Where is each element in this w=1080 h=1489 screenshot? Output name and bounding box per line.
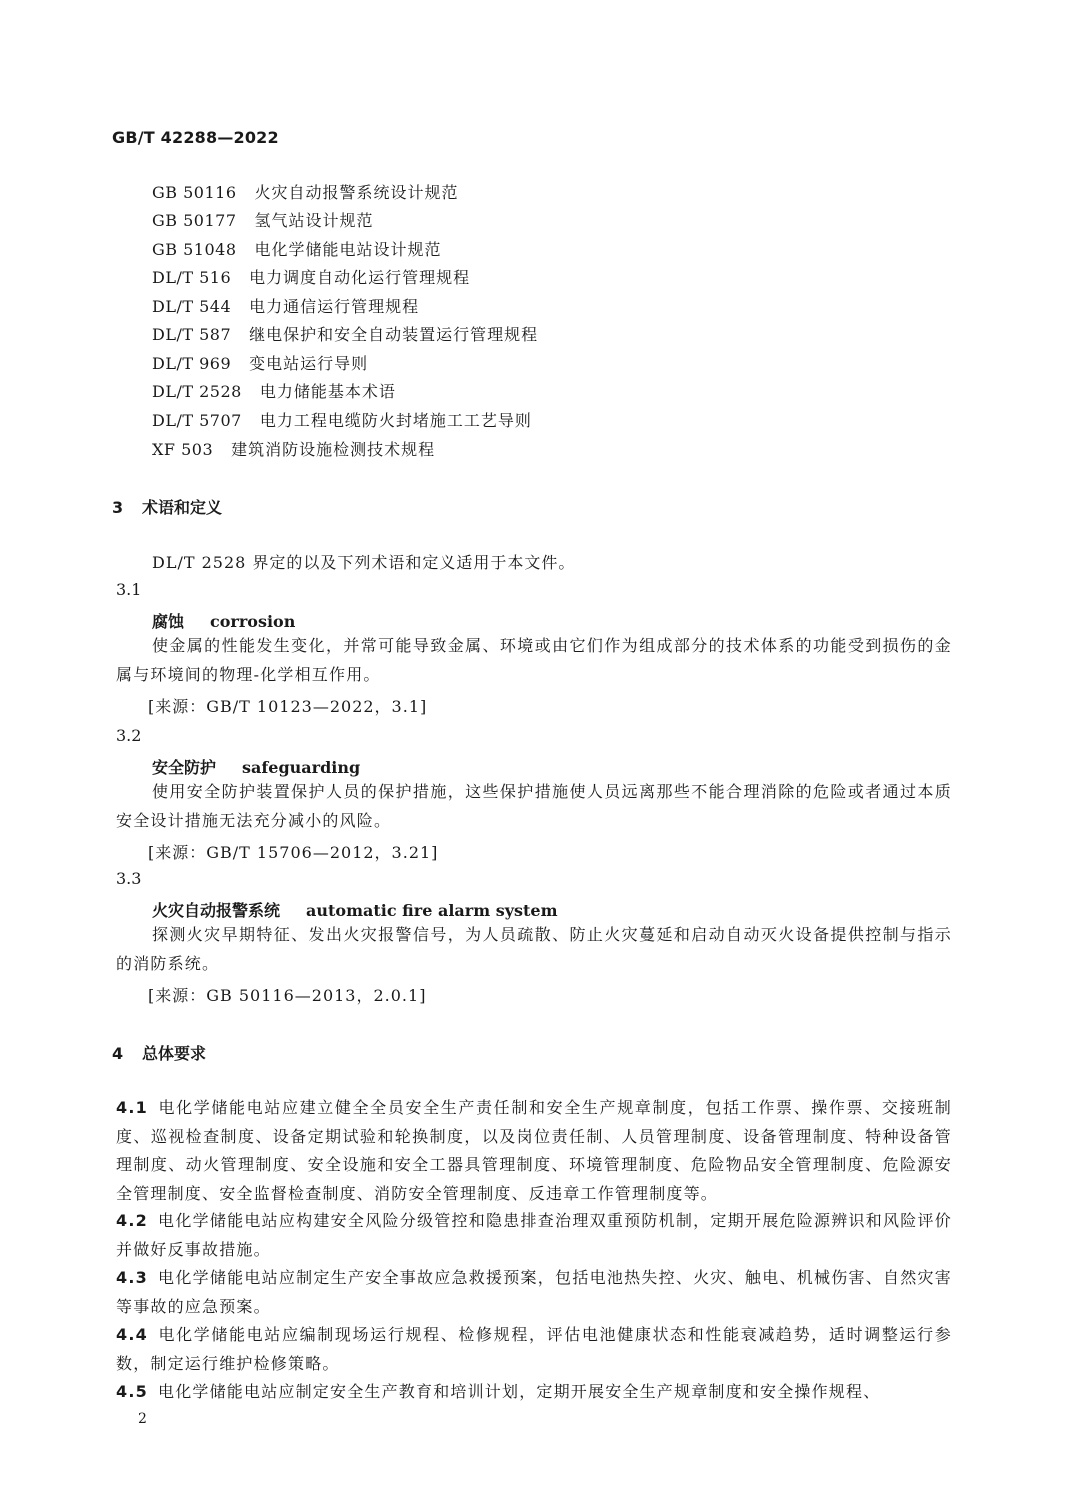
reference-title: 电力调度自动化运行管理规程 — [249, 268, 471, 287]
term-en: safeguarding — [242, 758, 361, 777]
reference-code: GB 50116 — [152, 183, 237, 202]
reference-item — [152, 351, 368, 374]
clause-number: 4.3 — [116, 1268, 148, 1287]
document-header: GB/T 42288—2022 — [112, 128, 279, 147]
term-number: 3.2 — [116, 726, 142, 745]
reference-title: 变电站运行导则 — [249, 354, 369, 373]
clause-text: 电化学储能电站应建立健全全员安全生产责任制和安全生产规章制度，包括工作票、操作票、交接班制度、巡视检查制度、设备定期试验和轮换制度，以及岗位责任制、人员管理制度、设备管理制度、特种设备管理制度、动火管理制度、安全设施和安全工器具管理制度、环境管理制度、危险物品安全管理制度、危险源安全管理制度、安全监督检查制度、消防安全管理制度、反违章工作管理制度等。 — [116, 1098, 952, 1203]
term-title — [152, 898, 558, 921]
reference-code: DL/T 544 — [152, 297, 232, 316]
term-number: 3.3 — [116, 869, 142, 888]
term-source: [来源：GB 50116—2013，2.0.1] — [148, 986, 427, 1005]
reference-title: 建筑消防设施检测技术规程 — [231, 440, 436, 459]
reference-item — [152, 408, 532, 431]
clause-text: 电化学储能电站应制定生产安全事故应急救援预案，包括电池热失控、火灾、触电、机械伤害、自然灾害等事故的应急预案。 — [116, 1268, 952, 1316]
term-source: [来源：GB/T 10123—2022，3.1] — [148, 697, 428, 716]
term-zh: 火灾自动报警系统 — [152, 901, 281, 920]
reference-title: 电化学储能电站设计规范 — [254, 240, 442, 259]
reference-title: 火灾自动报警系统设计规范 — [254, 183, 459, 202]
section-3-intro: DL/T 2528 界定的以及下列术语和定义适用于本文件。 — [152, 553, 576, 572]
reference-title: 电力通信运行管理规程 — [249, 297, 420, 316]
reference-item — [152, 322, 538, 345]
clause-number: 4.5 — [116, 1382, 148, 1401]
term-title — [152, 755, 360, 778]
reference-code: DL/T 5707 — [152, 411, 242, 430]
clause-4-2 — [116, 1207, 952, 1264]
term-zh: 安全防护 — [152, 758, 217, 777]
reference-title: 氢气站设计规范 — [254, 211, 374, 230]
clause-number: 4.2 — [116, 1211, 148, 1230]
reference-code: XF 503 — [152, 440, 214, 459]
reference-code: GB 51048 — [152, 240, 237, 259]
term-en: corrosion — [210, 612, 296, 631]
reference-title: 电力工程电缆防火封堵施工工艺导则 — [259, 411, 532, 430]
reference-item — [152, 379, 396, 402]
clause-4-3 — [116, 1264, 952, 1321]
clause-text: 电化学储能电站应编制现场运行规程、检修规程，评估电池健康状态和性能衰减趋势，适时调整运行参数，制定运行维护检修策略。 — [116, 1325, 952, 1373]
reference-item — [152, 265, 470, 288]
section-4-heading — [112, 1041, 206, 1064]
reference-code: DL/T 2528 — [152, 382, 242, 401]
section-number: 4 — [112, 1044, 124, 1063]
clause-text: 电化学储能电站应制定安全生产教育和培训计划，定期开展安全生产规章制度和安全操作规程、 — [158, 1382, 881, 1401]
clause-text: 电化学储能电站应构建安全风险分级管控和隐患排查治理双重预防机制，定期开展危险源辨识和风险评价并做好反事故措施。 — [116, 1211, 952, 1259]
reference-item — [152, 237, 442, 260]
reference-code: GB 50177 — [152, 211, 237, 230]
clause-number: 4.1 — [116, 1098, 148, 1117]
term-definition: 使用安全防护装置保护人员的保护措施，这些保护措施使人员远离那些不能合理消除的危险或者通过本质安全设计措施无法充分减小的风险。 — [116, 782, 952, 830]
reference-code: DL/T 969 — [152, 354, 232, 373]
clause-4-4 — [116, 1321, 952, 1378]
section-title: 总体要求 — [142, 1044, 207, 1063]
term-title — [152, 609, 295, 632]
clause-4-1 — [116, 1094, 952, 1208]
term-en: automatic fire alarm system — [306, 901, 558, 920]
reference-item — [152, 208, 374, 231]
term-number: 3.1 — [116, 580, 142, 599]
term-zh: 腐蚀 — [152, 612, 185, 631]
reference-title: 继电保护和安全自动装置运行管理规程 — [249, 325, 539, 344]
reference-item — [152, 294, 419, 317]
reference-code: DL/T 516 — [152, 268, 232, 287]
term-definition: 使金属的性能发生变化，并常可能导致金属、环境或由它们作为组成部分的技术体系的功能受到损伤的金属与环境间的物理-化学相互作用。 — [116, 636, 952, 684]
clause-number: 4.4 — [116, 1325, 148, 1344]
section-number: 3 — [112, 498, 124, 517]
page-number: 2 — [138, 1411, 147, 1427]
term-definition: 探测火灾早期特征、发出火灾报警信号，为人员疏散、防止火灾蔓延和启动自动灭火设备提供控制与指示的消防系统。 — [116, 925, 952, 973]
reference-item — [152, 437, 435, 460]
reference-title: 电力储能基本术语 — [259, 382, 396, 401]
section-title: 术语和定义 — [142, 498, 223, 517]
term-source: [来源：GB/T 15706—2012，3.21] — [148, 843, 439, 862]
reference-item — [152, 180, 459, 203]
clause-4-5 — [116, 1378, 952, 1407]
section-3-heading — [112, 495, 222, 518]
reference-code: DL/T 587 — [152, 325, 232, 344]
